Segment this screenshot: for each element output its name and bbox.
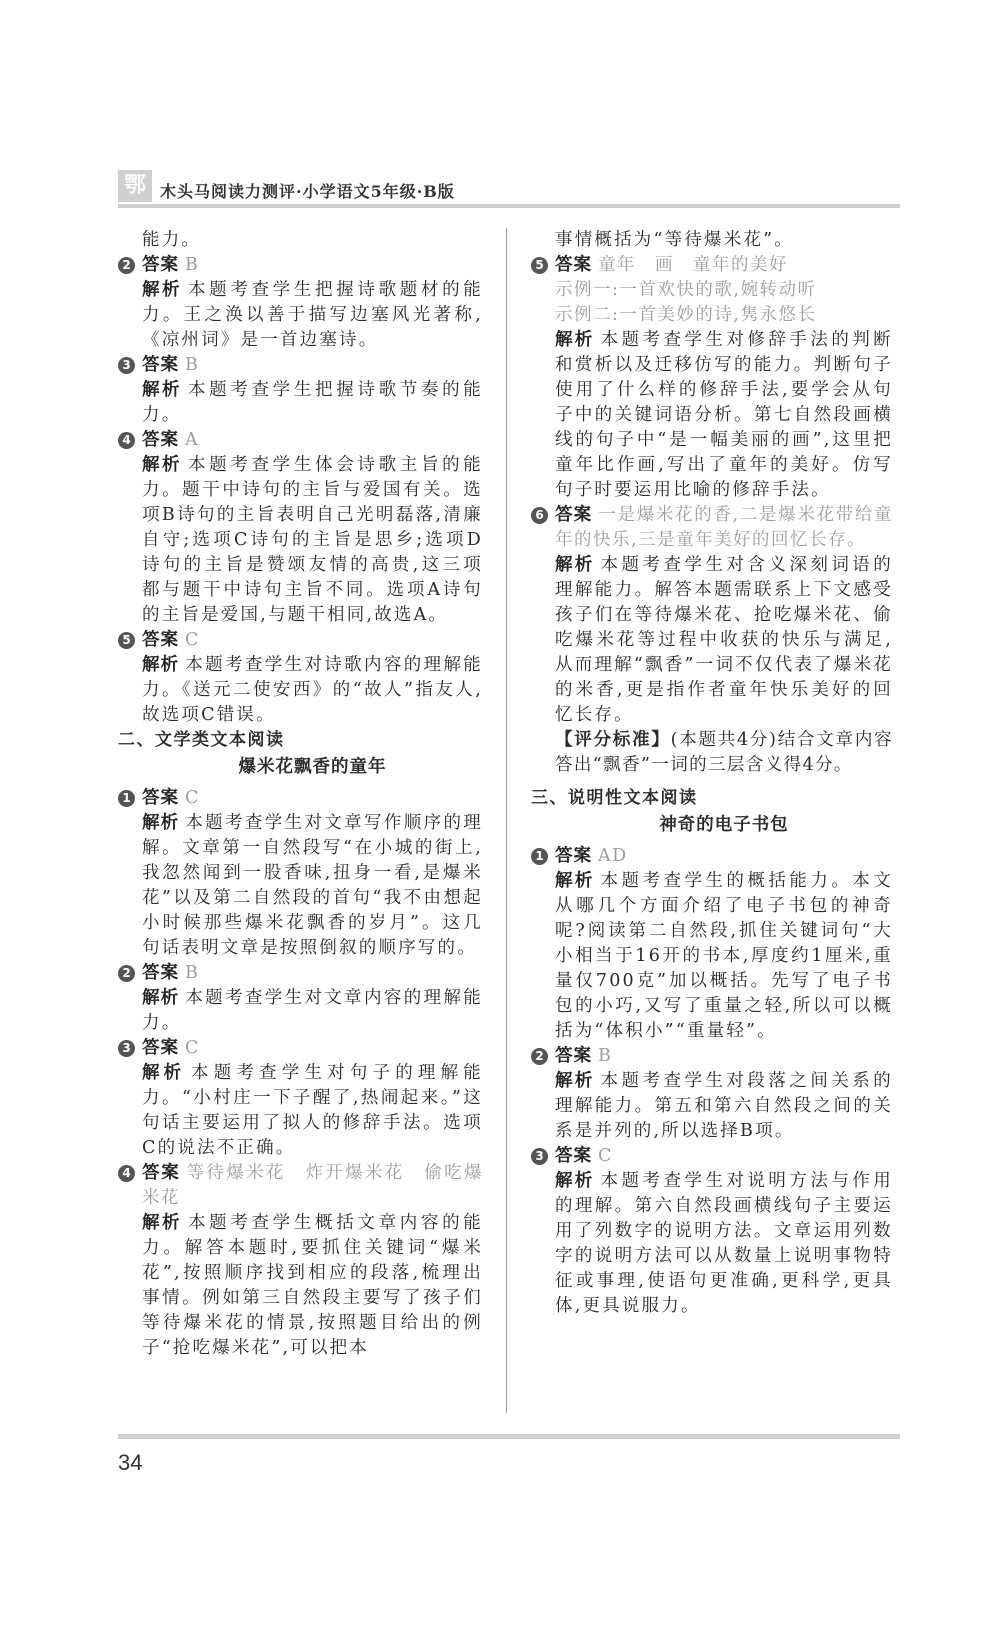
question-item xyxy=(118,1036,483,1161)
article-title: 爆米花飘香的童年 xyxy=(238,757,387,777)
analysis-text: 本题考查学生对文章写作顺序的理解。文章第一自然段写“在小城的街上,我忽然闻到一股香味,扭身一看,是爆米花”以及第二自然段的首句“我不由想起小时候那些爆米花飘香的岁月”。这几句话表明文章是按照倒叙的顺序写的。 xyxy=(142,813,483,958)
header-rule xyxy=(118,204,900,208)
question-item xyxy=(531,253,893,503)
analysis-label: 解析 xyxy=(142,655,180,675)
answer-label: 答案 xyxy=(555,846,592,866)
question-item xyxy=(531,1144,893,1319)
answer-label: 答案 xyxy=(555,505,593,525)
left-column xyxy=(118,228,483,1361)
answer-label: 答案 xyxy=(555,1146,592,1166)
question-number: 1 xyxy=(531,848,548,865)
question-number: 3 xyxy=(118,1040,135,1057)
question-number: 2 xyxy=(118,965,135,982)
answer-label: 答案 xyxy=(555,1046,592,1066)
answer-label: 答案 xyxy=(142,430,179,450)
answer-label: 答案 xyxy=(555,255,592,275)
answer-label: 答案 xyxy=(142,1163,181,1183)
answer-text: C xyxy=(185,788,200,808)
analysis-text: 本题考查学生对句子的理解能力。“小村庄一下子醒了,热闹起来。”这句话主要运用了拟人的修辞手法。选项C的说法不正确。 xyxy=(142,1063,483,1158)
answer-label: 答案 xyxy=(142,963,179,983)
analysis-label: 解析 xyxy=(142,988,180,1008)
example-two: 示例二:一首美妙的诗,隽永悠长 xyxy=(555,305,817,325)
analysis-label: 解析 xyxy=(142,280,182,300)
answer-text: C xyxy=(185,630,200,650)
analysis-text: 本题考查学生把握诗歌节奏的能力。 xyxy=(142,380,483,425)
answer-text: 等待爆米花 炸开爆米花 偷吃爆米花 xyxy=(142,1163,483,1208)
analysis-text: 本题考查学生体会诗歌主旨的能力。题干中诗句的主旨与爱国有关。选项B诗句的主旨表明自己光明磊落,清廉自守;选项C诗句的主旨是思乡;选项D诗句的主旨是赞颂友情的高贵,这三项都与题干中诗句主旨不同。选项A诗句的主旨是爱国,与题干相同,故选A。 xyxy=(142,455,483,625)
scoring-label: 【评分标准】 xyxy=(555,730,671,750)
question-item xyxy=(118,1161,483,1361)
answer-label: 答案 xyxy=(142,355,179,375)
question-item xyxy=(531,844,893,1044)
analysis-text: 本题考查学生概括文章内容的能力。解答本题时,要抓住关键词“爆米花”,按照顺序找到相应的段落,梳理出事情。例如第三自然段主要写了孩子们等待爆米花的情景,按照题目给出的例子“抢吃爆米花”,可以把本 xyxy=(142,1213,483,1358)
page-number: 34 xyxy=(118,1450,143,1475)
question-item xyxy=(118,628,483,728)
question-number: 4 xyxy=(118,432,135,449)
answer-text: A xyxy=(185,430,200,450)
answer-text: C xyxy=(185,1038,200,1058)
page-header xyxy=(118,170,900,208)
scoring-criteria xyxy=(531,728,893,778)
answer-text: 童年 画 童年的美好 xyxy=(598,255,788,275)
analysis-text: 本题考查学生对段落之间关系的理解能力。第五和第六自然段之间的关系是并列的,所以选择B项。 xyxy=(555,1071,893,1141)
answer-text: B xyxy=(185,255,200,275)
analysis-text: 本题考查学生对含义深刻词语的理解能力。解答本题需联系上下文感受孩子们在等待爆米花、抢吃爆米花、偷吃爆米花等过程中收获的快乐与满足,从而理解“飘香”一词不仅代表了爆米花的米香,更是指作者童年快乐美好的回忆长存。 xyxy=(555,555,893,725)
analysis-label: 解析 xyxy=(142,813,180,833)
example-one: 示例一:一首欢快的歌,婉转动听 xyxy=(555,280,817,300)
question-item xyxy=(118,961,483,1036)
question-number: 5 xyxy=(531,257,548,274)
scoring-text: (本题共4分)结合文章内容答出“飘香”一词的三层含义得4分。 xyxy=(555,730,893,775)
analysis-text: 本题考查学生对文章内容的理解能力。 xyxy=(142,988,483,1033)
question-number: 3 xyxy=(531,1148,548,1165)
analysis-label: 解析 xyxy=(555,1071,595,1091)
answer-label: 答案 xyxy=(142,1038,179,1058)
question-number: 4 xyxy=(118,1165,135,1182)
question-number: 5 xyxy=(118,632,135,649)
answer-text: AD xyxy=(598,846,628,866)
question-item xyxy=(531,503,893,728)
question-item xyxy=(118,353,483,428)
analysis-text: 本题考查学生对诗歌内容的理解能力。《送元二使安西》的“故人”指友人,故选项C错误。 xyxy=(142,655,483,725)
question-item xyxy=(118,786,483,961)
article-title: 神奇的电子书包 xyxy=(659,815,789,835)
answer-label: 答案 xyxy=(142,788,179,808)
analysis-label: 解析 xyxy=(555,871,595,891)
question-item xyxy=(531,1044,893,1144)
seal-logo: 鄂 xyxy=(118,170,152,202)
answer-label: 答案 xyxy=(142,630,179,650)
analysis-label: 解析 xyxy=(142,380,182,400)
analysis-label: 解析 xyxy=(142,1063,185,1083)
right-column xyxy=(531,228,893,1319)
question-number: 2 xyxy=(118,257,135,274)
column-divider xyxy=(506,228,507,1413)
analysis-label: 解析 xyxy=(555,555,595,575)
analysis-text: 本题考查学生对修辞手法的判断和赏析以及迁移仿写的能力。判断句子使用了什么样的修辞手法,要学会从句子中的关键词语分析。第七自然段画横线的句子中“是一幅美丽的画”,这里把童年比作画,写出了童年的美好。仿写句子时要运用比喻的修辞手法。 xyxy=(555,330,893,500)
analysis-text: 本题考查学生把握诗歌题材的能力。王之涣以善于描写边塞风光著称,《凉州词》是一首边塞诗。 xyxy=(142,280,483,350)
analysis-text: 本题考查学生的概括能力。本文从哪几个方面介绍了电子书包的神奇呢?阅读第二自然段,抓住关键词句“大小相当于16开的书本,厚度约1厘米,重量仅700克”加以概括。先写了电子书包的小巧,又写了重量之轻,所以可以概括为“体积小”“重量轻”。 xyxy=(555,871,893,1041)
question-item xyxy=(118,428,483,628)
question-number: 6 xyxy=(531,507,548,524)
answer-label: 答案 xyxy=(142,255,179,275)
question-number: 2 xyxy=(531,1048,548,1065)
analysis-label: 解析 xyxy=(555,330,595,350)
analysis-label: 解析 xyxy=(142,455,182,475)
question-item xyxy=(118,253,483,353)
continued-text: 能力。 xyxy=(142,230,202,250)
section-heading: 三、说明性文本阅读 xyxy=(531,788,698,808)
question-number: 3 xyxy=(118,357,135,374)
analysis-label: 解析 xyxy=(142,1213,182,1233)
answer-text: C xyxy=(598,1146,613,1166)
analysis-text: 本题考查学生对说明方法与作用的理解。第六自然段画横线句子主要运用了列数字的说明方法。文章运用列数字的说明方法可以从数量上说明事物特征或事理,使语句更准确,更科学,更具体,更具说服力。 xyxy=(555,1171,893,1316)
book-title: 木头马阅读力测评·小学语文5年级·B版 xyxy=(160,182,455,201)
answer-text: B xyxy=(598,1046,613,1066)
question-number: 1 xyxy=(118,790,135,807)
continued-text: 事情概括为“等待爆米花”。 xyxy=(555,230,794,250)
section-heading: 二、文学类文本阅读 xyxy=(118,730,285,750)
answer-text: B xyxy=(185,355,200,375)
answer-text: B xyxy=(185,963,200,983)
footer-rule xyxy=(118,1434,900,1439)
analysis-label: 解析 xyxy=(555,1171,595,1191)
answer-text: 一是爆米花的香,二是爆米花带给童年的快乐,三是童年美好的回忆长存。 xyxy=(555,505,894,550)
